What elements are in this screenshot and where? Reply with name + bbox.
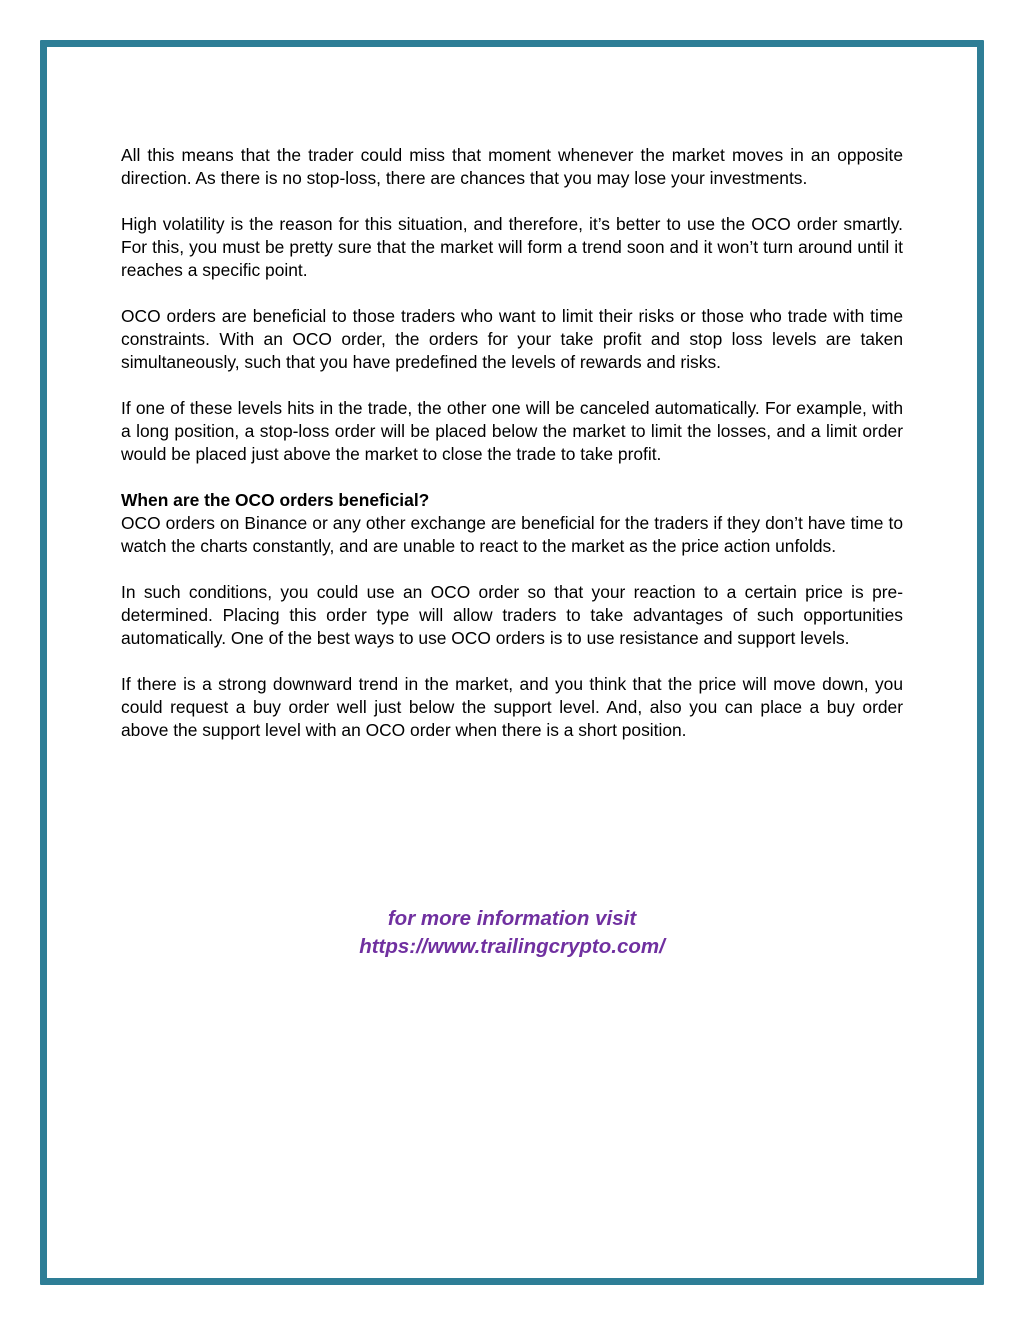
paragraph: OCO orders on Binance or any other exchange are beneficial for the traders if they don’t have time to watch the charts constantly, and are unable to react to the market as the price action unfolds. (121, 513, 903, 556)
paragraph: High volatility is the reason for this situation, and therefore, it’s better to use the OCO order smartly. For this, you must be pretty sure that the market will form a trend soon and it won’t turn around until it reaches a specific point. (121, 214, 903, 280)
footer-url-link[interactable]: https://www.trailingcrypto.com/ (359, 935, 665, 958)
paragraph: In such conditions, you could use an OCO order so that your reaction to a certain price is pre-determined. Placing this order type will allow traders to take advantages of such opportunities automatically. One of the best ways to use OCO orders is to use resistance and support levels. (121, 582, 903, 648)
footer-info-text: for more information visit (387, 907, 637, 930)
document-body (121, 144, 903, 765)
paragraph: If one of these levels hits in the trade, the other one will be canceled automatically. For example, with a long position, a stop-loss order will be placed below the market to limit the losses, and a limit order would be placed just above the market to close the trade to take profit. (121, 398, 903, 464)
section-heading: When are the OCO orders beneficial? (121, 490, 430, 510)
footer-link-block (121, 905, 903, 961)
paragraph: All this means that the trader could miss that moment whenever the market moves in an opposite direction. As there is no stop-loss, there are chances that you may lose your investments. (121, 145, 903, 188)
paragraph: OCO orders are beneficial to those traders who want to limit their risks or those who trade with time constraints. With an OCO order, the orders for your take profit and stop loss levels are taken simultaneously, such that you have predefined the levels of rewards and risks. (121, 306, 903, 372)
paragraph: If there is a strong downward trend in the market, and you think that the price will move down, you could request a buy order well just below the support level. And, also you can place a buy order above the support level with an OCO order when there is a short position. (121, 674, 903, 740)
